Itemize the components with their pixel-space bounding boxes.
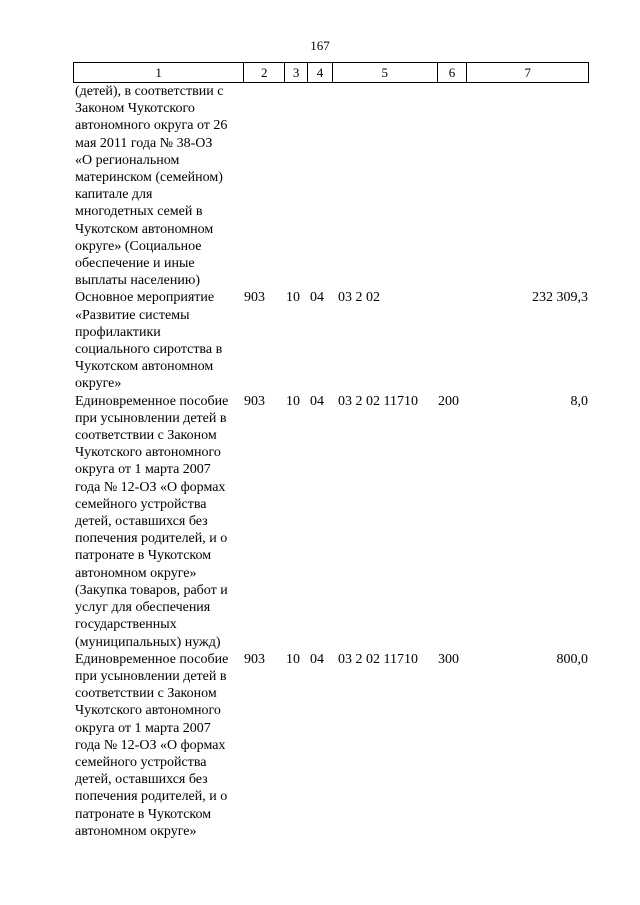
row-amount	[468, 83, 589, 289]
row-subsection: 04	[310, 290, 324, 306]
row-ministry-code: 903	[244, 290, 265, 306]
table-row	[73, 393, 589, 651]
row-target-article: 03 2 02 11710	[338, 651, 418, 667]
row-expense-type: 200	[438, 393, 459, 409]
row-ministry-code	[244, 83, 285, 289]
row-description: Единовременное пособие при усыновлении детей в соответствии с Законом Чукотского автономного округа от 1 марта 2007 года № 12-ОЗ «О формах семейного устройства детей, оставшихся без попечения родителей, и о патронате в Чукотском автономном округе»	[75, 651, 229, 839]
row-subsection: 04	[310, 651, 324, 667]
column-header-5: 5	[333, 63, 438, 82]
row-ministry-code: 903	[244, 651, 265, 667]
row-target-article: 03 2 02	[338, 290, 380, 306]
table-row	[73, 83, 589, 289]
column-header-4: 4	[308, 63, 333, 82]
row-section: 10	[286, 651, 300, 667]
row-target-article: 03 2 02 11710	[338, 393, 418, 409]
row-ministry-code: 903	[244, 393, 265, 409]
column-header-2: 2	[244, 63, 285, 82]
row-description: (детей), в соответствии с Законом Чукотского автономного округа от 26 мая 2011 года № 38-ОЗ «О региональном материнском (семейном) капитале для многодетных семей в Чукотском автономном округе» (Социальное обеспечение и иные выплаты населению)	[75, 84, 228, 289]
row-target-article	[333, 83, 438, 289]
table-row	[73, 289, 589, 392]
row-subsection: 04	[310, 393, 324, 409]
table-body	[73, 83, 589, 840]
row-amount: 800,0	[556, 651, 588, 667]
row-expense-type	[438, 289, 468, 392]
row-section: 10	[286, 290, 300, 306]
table-row	[73, 651, 589, 840]
page-number: 167	[310, 38, 330, 53]
row-section: 10	[286, 393, 300, 409]
row-amount: 8,0	[570, 393, 588, 409]
row-expense-type: 300	[438, 651, 459, 667]
column-header-7: 7	[524, 65, 531, 80]
row-amount: 232 309,3	[532, 290, 588, 306]
row-description: Единовременное пособие при усыновлении детей в соответствии с Законом Чукотского автономного округа от 1 марта 2007 года № 12-ОЗ «О формах семейного устройства детей, оставшихся без попечения родителей, и о патронате в Чукотском автономном округе» (Закупка товаров, работ и услуг для обеспечения государственных (муниципальных) нужд)	[75, 393, 229, 650]
column-header-6: 6	[438, 63, 468, 82]
row-subsection	[308, 83, 333, 289]
table-header	[73, 62, 589, 83]
row-expense-type	[438, 83, 468, 289]
column-header-1: 1	[74, 63, 244, 82]
column-header-3: 3	[285, 63, 308, 82]
row-description: Основное мероприятие «Развитие системы профилактики социального сиротства в Чукотском автономном округе»	[75, 290, 223, 392]
row-section	[285, 83, 308, 289]
